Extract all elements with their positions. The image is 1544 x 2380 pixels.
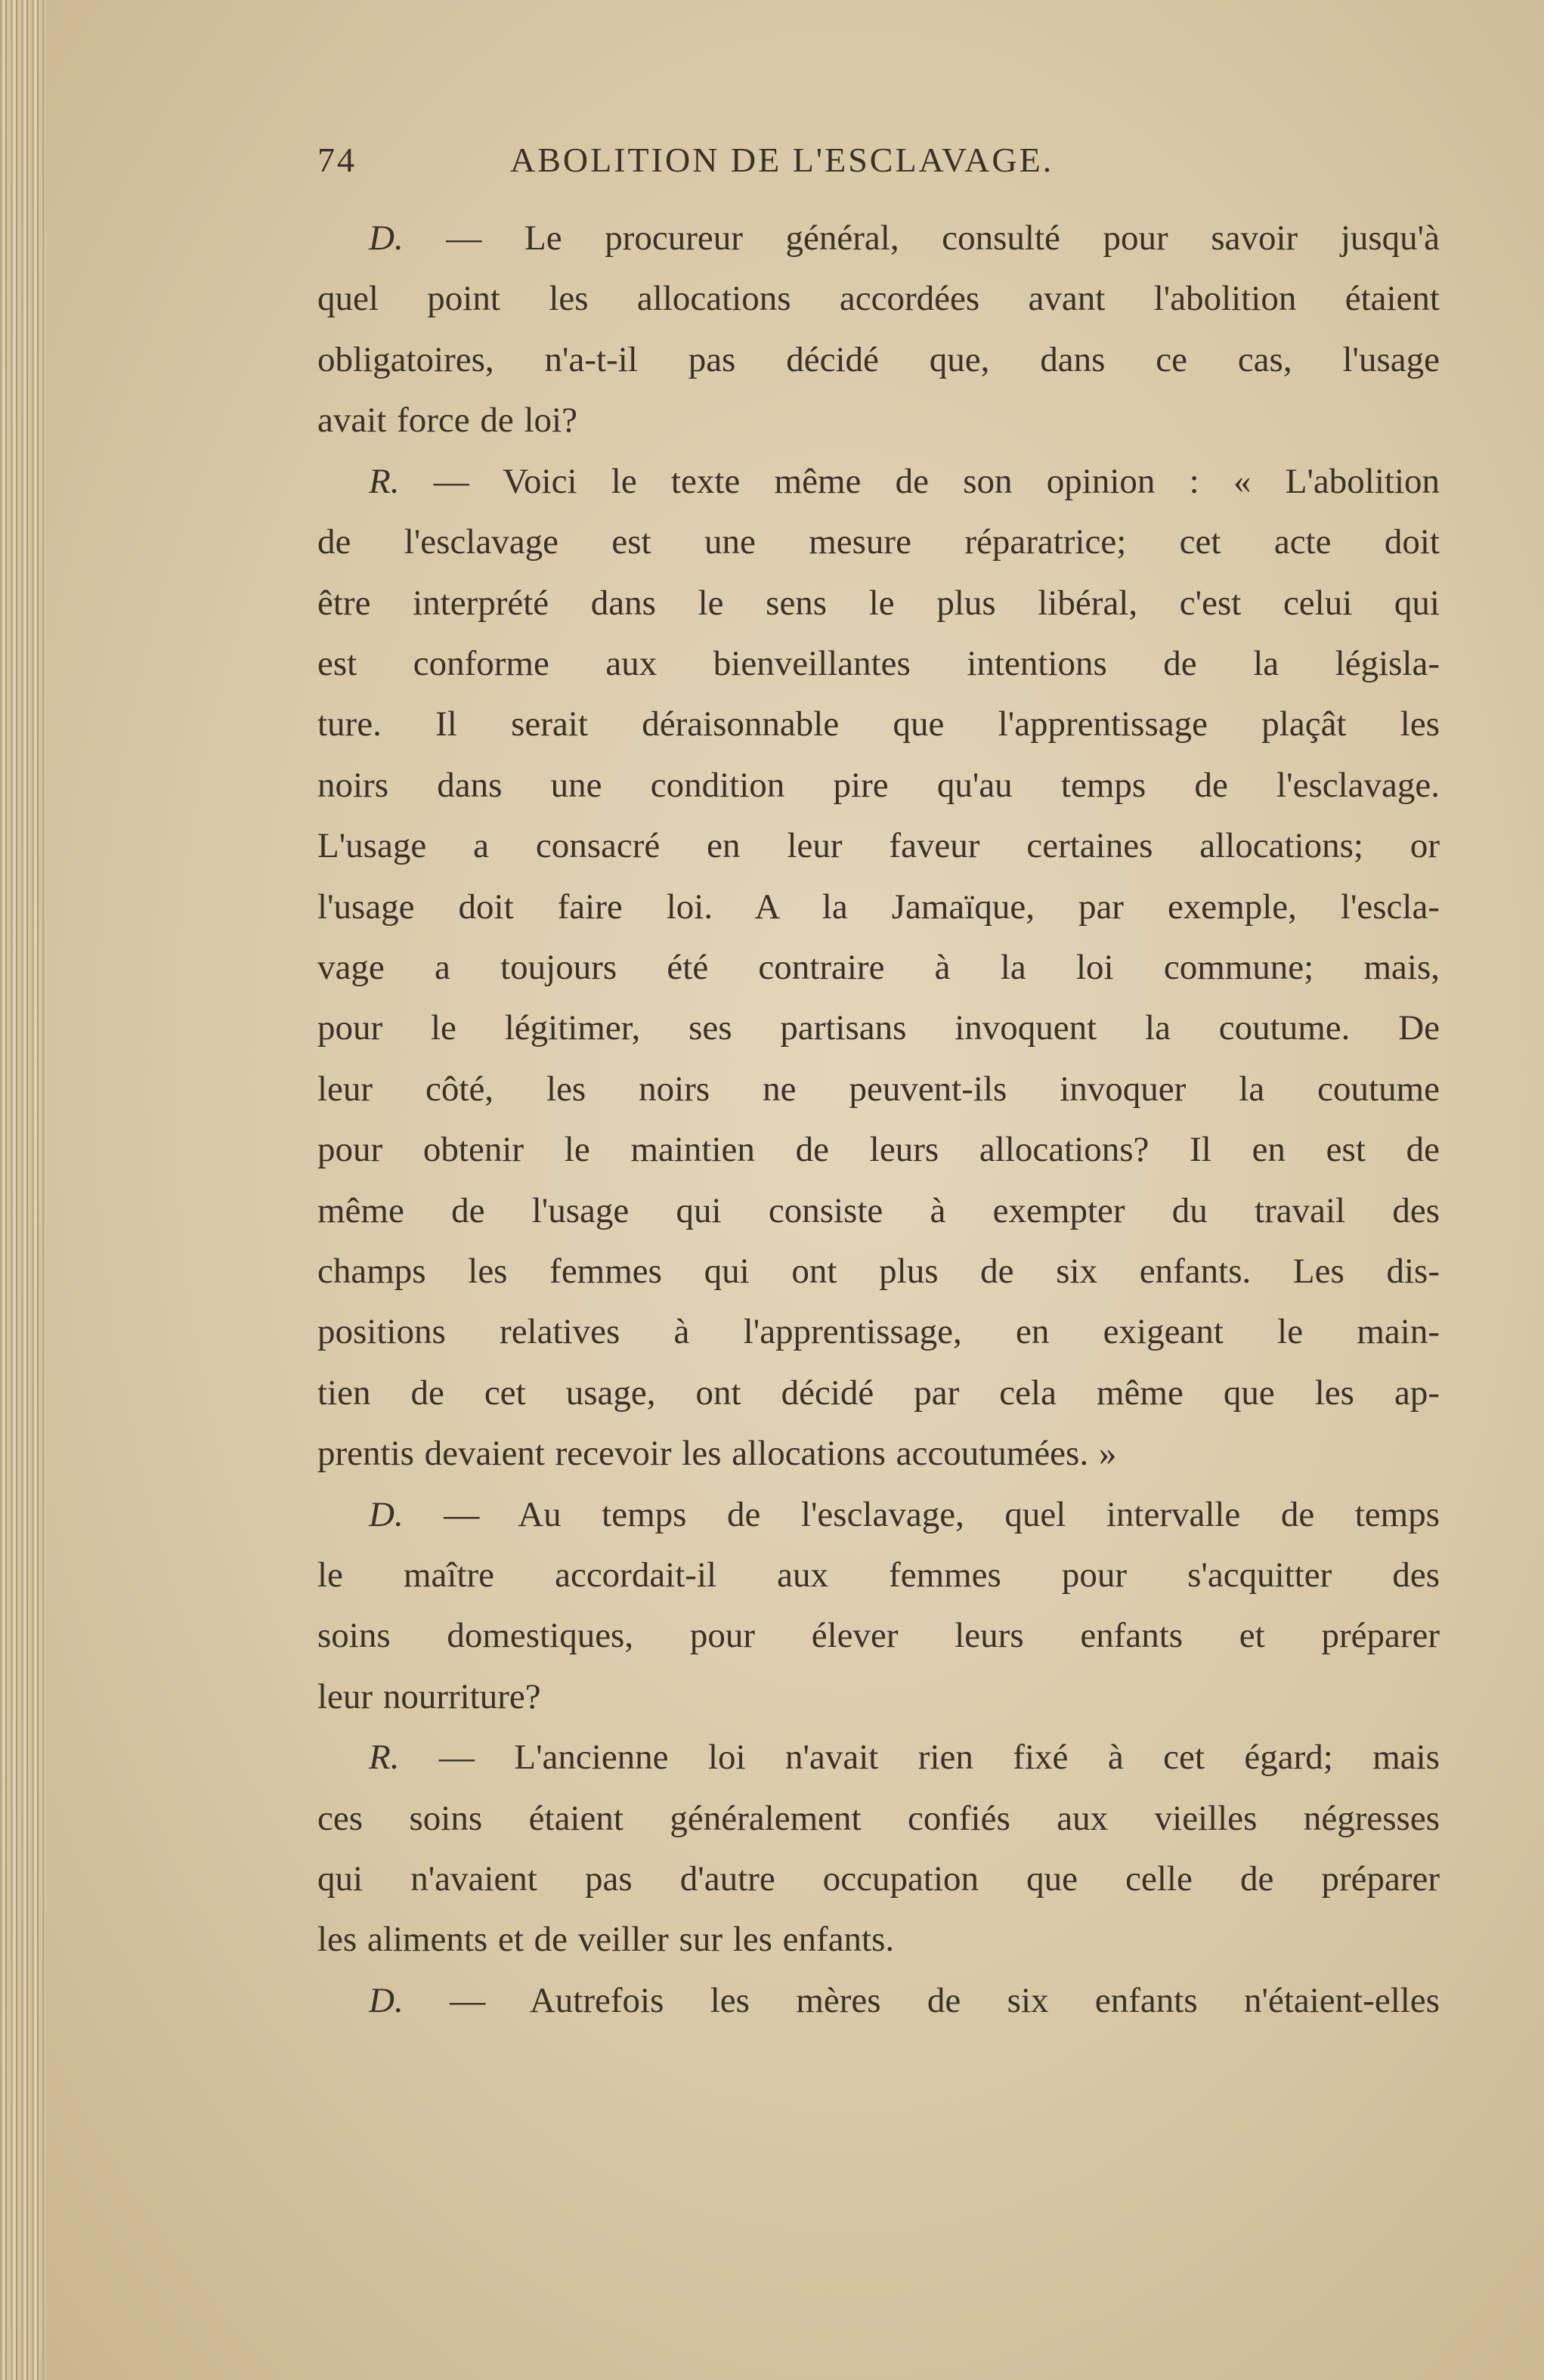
line-text: — Le procureur général, consulté pour savoir jusqu'à [446,218,1440,258]
text-line: vage a toujours été contraire à la loi commune; mais, [317,948,1440,987]
speaker-label: D. [369,218,404,258]
line-text: — Au temps de l'esclavage, quel intervalle de temps [444,1495,1440,1534]
text-line: être interprété dans le sens le plus libéral, c'est celui qui [317,583,1440,623]
text-line: ture. Il serait déraisonnable que l'apprentissage plaçât les [317,704,1440,744]
text-line: ces soins étaient généralement confiés aux vieilles négresses [317,1799,1440,1838]
text-line [369,1484,1440,1545]
text-line: est conforme aux bienveillantes intentions de la législa- [317,644,1440,683]
text-line: champs les femmes qui ont plus de six enfants. Les dis- [317,1252,1440,1291]
text-line: leur côté, les noirs ne peuvent-ils invoquer la coutume [317,1069,1440,1109]
text-line: prentis devaient recevoir les allocations accoutumées. » [317,1434,1117,1473]
text-line: avait force de loi? [317,401,577,440]
line-text: — Autrefois les mères de six enfants n'étaient-elles [450,1981,1440,2020]
running-title: ABOLITION DE L'ESCLAVAGE. [510,141,1054,179]
speaker-label: D. [369,1495,404,1534]
text-line: L'usage a consacré en leur faveur certaines allocations; or [317,826,1440,865]
speaker-label: R. [369,1738,400,1777]
text-line: le maître accordait-il aux femmes pour s'acquitter des [317,1555,1440,1595]
text-line: les aliments et de veiller sur les enfants. [317,1920,895,1959]
text-line [369,451,1440,512]
text-line: même de l'usage qui consiste à exempter du travail des [317,1191,1440,1230]
running-header [317,140,1443,185]
page-number: 74 [317,141,357,179]
line-text: — Voici le texte même de son opinion : « L'abolition [433,462,1440,501]
text-line: tien de cet usage, ont décidé par cela même que les ap- [317,1373,1440,1413]
text-line: pour obtenir le maintien de leurs allocations? Il en est de [317,1130,1440,1169]
text-line: soins domestiques, pour élever leurs enfants et préparer [317,1616,1440,1655]
text-line [369,208,1440,268]
text-line: qui n'avaient pas d'autre occupation que celle de préparer [317,1859,1440,1899]
line-text: — L'ancienne loi n'avait rien fixé à cet égard; mais [438,1738,1440,1777]
speaker-label: D. [369,1981,404,2020]
book-binding-edge [0,0,45,2380]
text-line: noirs dans une condition pire qu'au temps de l'esclavage. [317,766,1440,805]
text-line: quel point les allocations accordées avant l'abolition étaient [317,279,1440,318]
text-line [369,1970,1440,2031]
text-line: pour le légitimer, ses partisans invoquent la coutume. De [317,1008,1440,1048]
text-line: l'usage doit faire loi. A la Jamaïque, par exemple, l'escla- [317,887,1440,927]
text-line: leur nourriture? [317,1677,541,1716]
text-line: de l'esclavage est une mesure réparatrice; cet acte doit [317,522,1440,562]
text-line [369,1727,1440,1787]
text-line: obligatoires, n'a-t-il pas décidé que, dans ce cas, l'usage [317,340,1440,379]
speaker-label: R. [369,462,400,501]
text-line: positions relatives à l'apprentissage, en exigeant le main- [317,1312,1440,1351]
